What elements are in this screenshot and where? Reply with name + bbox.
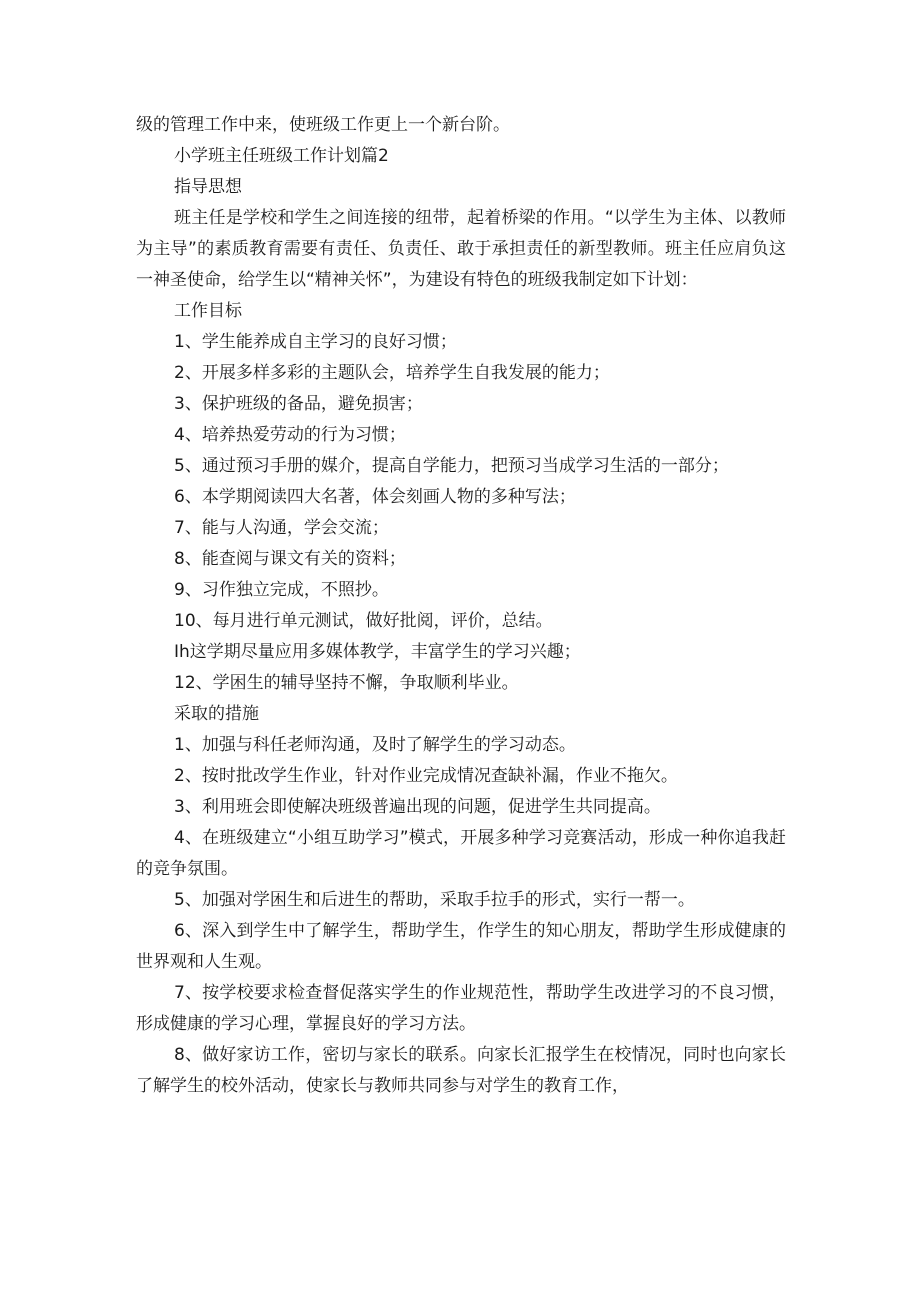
measure-item: 5、加强对学困生和后进生的帮助，采取手拉手的形式，实行一帮一。	[174, 890, 695, 910]
goal-item: 4、培养热爱劳动的行为习惯；	[174, 425, 406, 445]
goal-item: 2、开展多样多彩的主题队会，培养学生自我发展的能力；	[174, 363, 610, 383]
goal-item: Ih这学期尽量应用多媒体教学，丰富学生的学习兴趣；	[174, 642, 581, 662]
goal-item: 5、通过预习手册的媒介，提高自学能力，把预习当成学习生活的一部分；	[174, 456, 729, 476]
goal-item: 6、本学期阅读四大名著，体会刻画人物的多种写法；	[174, 487, 576, 507]
goal-item: 12、学困生的辅导坚持不懈，争取顺利毕业。	[174, 673, 519, 693]
goal-item: 10、每月进行单元测试，做好批阅，评价，总结。	[174, 611, 553, 631]
measure-item: 4、在班级建立“小组互助学习”模式，开展多种学习竞赛活动，形成一种你追我赶的竞争氛围。	[136, 828, 786, 879]
heading-work-goals: 工作目标	[174, 301, 242, 321]
section-title: 小学班主任班级工作计划篇2	[174, 146, 389, 166]
paragraph-intro: 班主任是学校和学生之间连接的纽带，起着桥梁的作用。“以学生为主体、以教师为主导”的素质教育需要有责任、负责任、敢于承担责任的新型教师。班主任应肩负这一神圣使命，给学生以“精神关怀”，为建设有特色的班级我制定如下计划：	[136, 208, 786, 290]
goal-item: 3、保护班级的备品，避免损害；	[174, 394, 423, 414]
measure-item: 7、按学校要求检查督促落实学生的作业规范性，帮助学生改进学习的不良习惯，形成健康的学习心理，掌握良好的学习方法。	[136, 983, 786, 1034]
measure-item: 1、加强与科任老师沟通，及时了解学生的学习动态。	[174, 735, 576, 755]
measure-item: 8、做好家访工作，密切与家长的联系。向家长汇报学生在校情况，同时也向家长了解学生的校外活动，使家长与教师共同参与对学生的教育工作，	[136, 1045, 786, 1096]
goal-item: 1、学生能养成自主学习的良好习惯；	[174, 332, 457, 352]
heading-measures: 采取的措施	[174, 704, 259, 724]
goal-item: 9、习作独立完成，不照抄。	[174, 580, 389, 600]
measure-item: 2、按时批改学生作业，针对作业完成情况查缺补漏，作业不拖欠。	[174, 766, 678, 786]
heading-guiding-thought: 指导思想	[174, 177, 242, 197]
paragraph-continuation: 级的管理工作中来，使班级工作更上一个新台阶。	[136, 115, 510, 135]
document-body	[136, 110, 786, 1102]
goal-item: 7、能与人沟通，学会交流；	[174, 518, 389, 538]
goal-item: 8、能查阅与课文有关的资料；	[174, 549, 406, 569]
measure-item: 6、深入到学生中了解学生，帮助学生，作学生的知心朋友，帮助学生形成健康的世界观和人生观。	[136, 921, 786, 972]
measure-item: 3、利用班会即使解决班级普遍出现的问题，促进学生共同提高。	[174, 797, 661, 817]
